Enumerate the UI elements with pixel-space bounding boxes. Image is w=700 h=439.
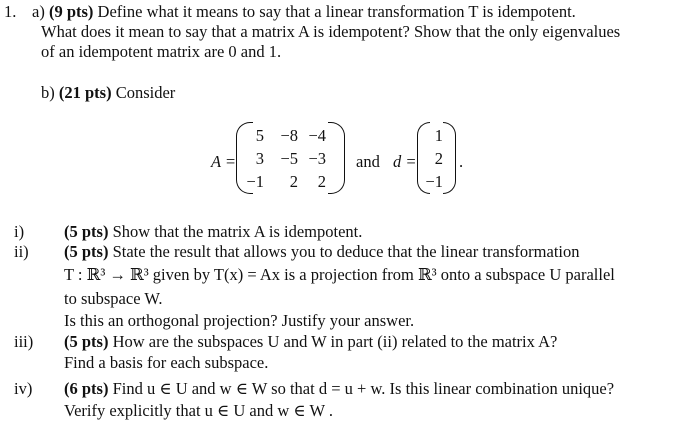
matrix-period — [459, 152, 463, 172]
subpart-iv-label-text: iv) — [14, 379, 33, 398]
part-b-points: (21 pts) — [58, 83, 112, 102]
matrix-a-cell: −8 — [280, 126, 298, 145]
matrix-a-right-paren — [328, 122, 345, 194]
matrix-a-cell: −5 — [280, 149, 298, 168]
and-word — [356, 152, 380, 172]
vector-d — [417, 122, 457, 194]
subpart-iv-line-1 — [64, 379, 614, 399]
subpart-ii-line-2 — [64, 265, 615, 285]
subpart-ii-text-4: Is this an orthogonal projection? Justify your answer. — [64, 311, 415, 330]
subpart-iii-points: (5 pts) — [64, 332, 109, 351]
subpart-iii-label-text: iii) — [14, 332, 34, 351]
vector-d-cell: −1 — [425, 172, 443, 191]
part-a-label: a) — [32, 2, 45, 21]
matrix-a-label — [211, 152, 236, 172]
part-a-text-1: Define what it means to say that a linear transformation T is idempotent. — [97, 2, 576, 21]
subpart-iii-line-1 — [64, 332, 557, 352]
matrix-a-cell: −4 — [308, 126, 326, 145]
part-a-line-1 — [32, 2, 576, 22]
subpart-ii-text-1: State the result that allows you to deduce that the linear transformation — [112, 242, 580, 261]
subpart-ii-line-3 — [64, 289, 163, 309]
subpart-iv-text-1: Find u ∈ U and w ∈ W so that d = u + w. Is this linear combination unique? — [112, 379, 615, 398]
subpart-iii-text-1: How are the subspaces U and W in part (ii) related to the matrix A? — [112, 332, 558, 351]
subpart-iii-line-2 — [64, 353, 268, 373]
matrix-a-cell: 5 — [255, 126, 264, 145]
part-a-line-2 — [41, 22, 620, 42]
subpart-i-line — [64, 222, 362, 242]
subpart-i-points: (5 pts) — [64, 222, 109, 241]
subpart-ii-label-text: ii) — [14, 242, 29, 261]
subpart-iv-label — [14, 379, 32, 399]
matrix-a-cell: −3 — [308, 149, 326, 168]
subpart-iii-label — [14, 332, 33, 352]
matrix-a — [236, 122, 346, 194]
subpart-iii-text-2: Find a basis for each subspace. — [64, 353, 269, 372]
vector-d-cell: 2 — [434, 149, 443, 168]
part-a-line-3 — [41, 42, 281, 62]
subpart-ii-line-4 — [64, 311, 414, 331]
vector-d-right-paren — [443, 122, 456, 194]
vector-d-cell: 1 — [434, 126, 443, 145]
question-number-text: 1. — [4, 2, 17, 21]
part-a-text-2: What does it mean to say that a matrix A is idempotent? Show that the only eigenvalues — [41, 22, 621, 41]
question-number — [4, 2, 16, 22]
subpart-iv-points: (6 pts) — [64, 379, 109, 398]
subpart-ii-text-3: to subspace W. — [64, 289, 163, 308]
subpart-ii-text-2: T : ℝ³ → ℝ³ given by T(x) = Ax is a projection from ℝ³ onto a subspace U parallel — [64, 265, 615, 284]
subpart-iv-text-2: Verify explicitly that u ∈ U and w ∈ W . — [64, 401, 333, 420]
subpart-i-label-text: i) — [14, 222, 25, 241]
and-word-text: and — [356, 152, 380, 171]
part-a-text-3: of an idempotent matrix are 0 and 1. — [41, 42, 282, 61]
subpart-i-label — [14, 222, 24, 242]
part-b-label: b) — [41, 83, 55, 102]
part-b-header — [41, 83, 175, 103]
matrix-a-cell: 2 — [289, 172, 298, 191]
part-a-points: (9 pts) — [48, 2, 94, 21]
vector-d-label-text: d = — [393, 152, 417, 171]
matrix-a-cell: 3 — [255, 149, 264, 168]
part-b-text: Consider — [115, 83, 176, 102]
subpart-ii-points: (5 pts) — [64, 242, 109, 261]
matrix-a-label-text: A = — [211, 152, 237, 171]
matrix-period-text: . — [459, 152, 464, 171]
vector-d-label — [393, 152, 417, 172]
matrix-a-cell: −1 — [246, 172, 264, 191]
subpart-ii-line-1 — [64, 242, 580, 262]
subpart-ii-label — [14, 242, 29, 262]
matrix-a-cell: 2 — [317, 172, 326, 191]
subpart-i-text: Show that the matrix A is idempotent. — [112, 222, 363, 241]
subpart-iv-line-2 — [64, 401, 333, 421]
